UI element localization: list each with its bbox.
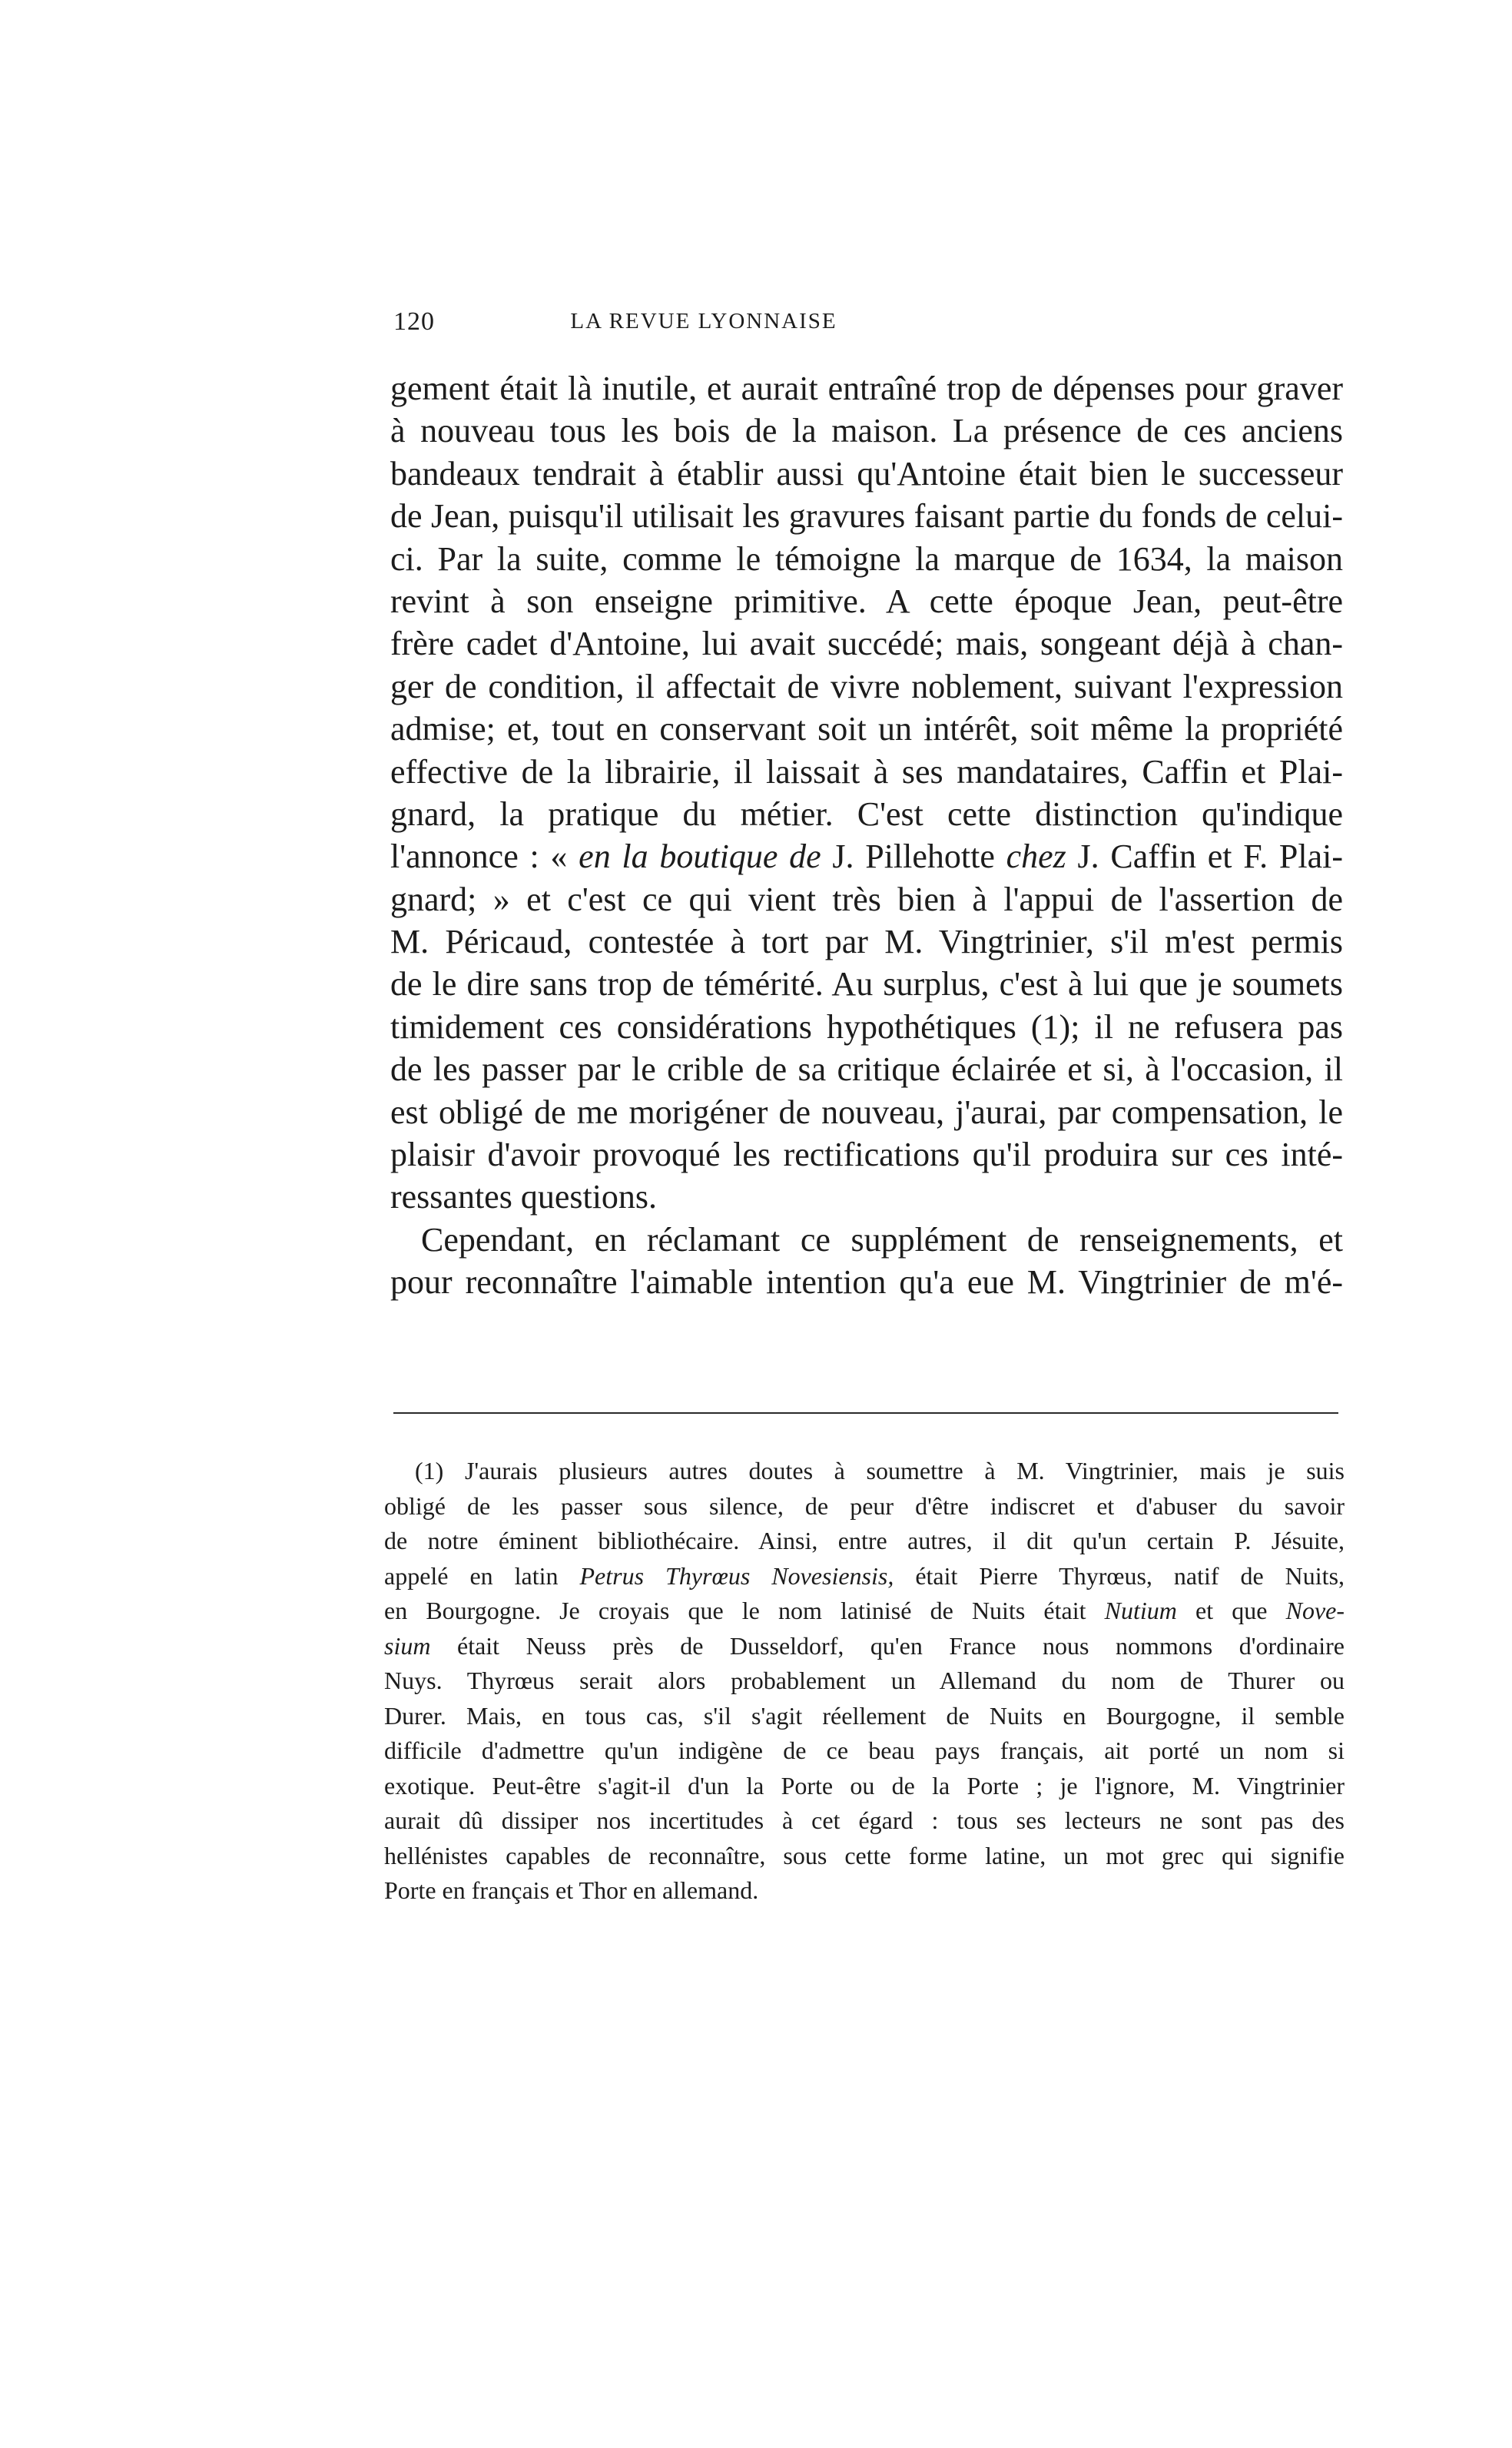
- body-line: de les passer par le crible de sa critique éclairée et si, à l'occasion, il: [390, 1050, 1343, 1089]
- footnote-line: Nuys. Thyrœus serait alors probablement un Allemand du nom de Thurer ou: [384, 1667, 1345, 1694]
- body-line: ci. Par la suite, comme le témoigne la marque de 1634, la maison: [390, 539, 1343, 578]
- body-line: Cependant, en réclamant ce supplément de renseignements, et: [421, 1220, 1343, 1259]
- footnote-text-run: était Neuss près de Dusseldorf, qu'en France nous nommons d'ordinaire: [430, 1631, 1345, 1660]
- footnote-line: aurait dû dissiper nos incertitudes à cet égard : tous ses lecteurs ne sont pas des: [384, 1806, 1345, 1834]
- italic-text: sium: [384, 1631, 431, 1660]
- body-line: plaisir d'avoir provoqué les rectifications qu'il produira sur ces inté-: [390, 1136, 1343, 1174]
- body-line: gnard; » et c'est ce qui vient très bien à l'appui de l'assertion de: [390, 880, 1343, 918]
- body-line: ger de condition, il affectait de vivre noblement, suivant l'expression: [390, 667, 1343, 705]
- body-line: gnard, la pratique du métier. C'est cette distinction qu'indique: [390, 794, 1343, 833]
- footnote-text-run: et que: [1176, 1597, 1286, 1624]
- italic-text: Nove-: [1285, 1597, 1345, 1624]
- body-line: revint à son enseigne primitive. A cette époque Jean, peut-être: [390, 582, 1343, 620]
- footnote-line: de notre éminent bibliothécaire. Ainsi, entre autres, il dit qu'un certain P. Jésuite,: [384, 1527, 1345, 1554]
- body-line: admise; et, tout en conservant soit un intérêt, soit même la propriété: [390, 710, 1343, 748]
- body-line: frère cadet d'Antoine, lui avait succédé; mais, songeant déjà à chan-: [390, 625, 1343, 663]
- footnote-line: exotique. Peut-être s'agit-il d'un la Porte ou de la Porte ; je l'ignore, M. Vingtrinier: [384, 1771, 1345, 1800]
- body-line: timidement ces considérations hypothétiques (1); il ne refusera pas: [390, 1007, 1343, 1046]
- body-line: à nouveau tous les bois de la maison. La présence de ces anciens: [390, 412, 1343, 450]
- italic-text: en la boutique de: [579, 838, 821, 876]
- body-line: ressantes questions.: [390, 1178, 658, 1216]
- footnote-line: Durer. Mais, en tous cas, s'il s'agit réellement de Nuits en Bourgogne, il semble: [384, 1701, 1345, 1730]
- footnote-text-run: était Pierre Thyrœus, natif de Nuits,: [894, 1561, 1345, 1590]
- body-text-run: J. Pillehotte: [821, 838, 1006, 876]
- italic-text: chez: [1006, 838, 1066, 876]
- italic-text: Petrus Thyrœus Novesiensis,: [579, 1561, 894, 1590]
- page-header: [393, 307, 1014, 353]
- body-line: gement était là inutile, et aurait entraîné trop de dépenses pour graver: [390, 370, 1343, 407]
- italic-text: Nutium: [1104, 1597, 1177, 1624]
- footnote-line: (1) J'aurais plusieurs autres doutes à soumettre à M. Vingtrinier, mais je suis: [415, 1457, 1345, 1484]
- footnote-text-run: appelé en latin: [384, 1561, 580, 1590]
- body-text-run: J. Caffin et F. Plai-: [1066, 838, 1344, 876]
- footnote-text-run: en Bourgogne. Je croyais que le nom latinisé de Nuits était: [384, 1597, 1105, 1624]
- running-title: LA REVUE LYONNAISE: [570, 309, 837, 333]
- footnote-line: difficile d'admettre qu'un indigène de ce beau pays français, ait porté un nom si: [384, 1736, 1345, 1764]
- body-line: est obligé de me morigéner de nouveau, j'aurai, par compensation, le: [390, 1093, 1343, 1131]
- body-text-run: l'annonce : «: [390, 838, 579, 876]
- body-line: [390, 835, 1343, 877]
- footnote-line: Porte en français et Thor en allemand.: [384, 1876, 759, 1904]
- footnote-line: obligé de les passer sous silence, de peur d'être indiscret et d'abuser du savoir: [384, 1491, 1345, 1520]
- footnote-separator: [393, 1412, 1338, 1414]
- footnote-line: [384, 1559, 1345, 1594]
- body-line: de le dire sans trop de témérité. Au surplus, c'est à lui que je soumets: [390, 965, 1343, 1003]
- footnote-line: hellénistes capables de reconnaître, sous cette forme latine, un mot grec qui signifie: [384, 1841, 1345, 1869]
- page-number: 120: [393, 307, 435, 336]
- footnote-line: [384, 1629, 1345, 1664]
- body-line: pour reconnaître l'aimable intention qu'a eue M. Vingtrinier de m'é-: [390, 1263, 1343, 1302]
- body-line: M. Péricaud, contestée à tort par M. Vingtrinier, s'il m'est permis: [390, 923, 1343, 961]
- body-line: bandeaux tendrait à établir aussi qu'Antoine était bien le successeur: [390, 454, 1343, 493]
- body-line: de Jean, puisqu'il utilisait les gravures faisant partie du fonds de celui-: [390, 497, 1343, 536]
- body-text: [390, 367, 1343, 1304]
- footnote-line: [384, 1594, 1345, 1629]
- body-line: effective de la librairie, il laissait à ses mandataires, Caffin et Plai-: [390, 752, 1343, 791]
- footnote: [384, 1454, 1345, 1909]
